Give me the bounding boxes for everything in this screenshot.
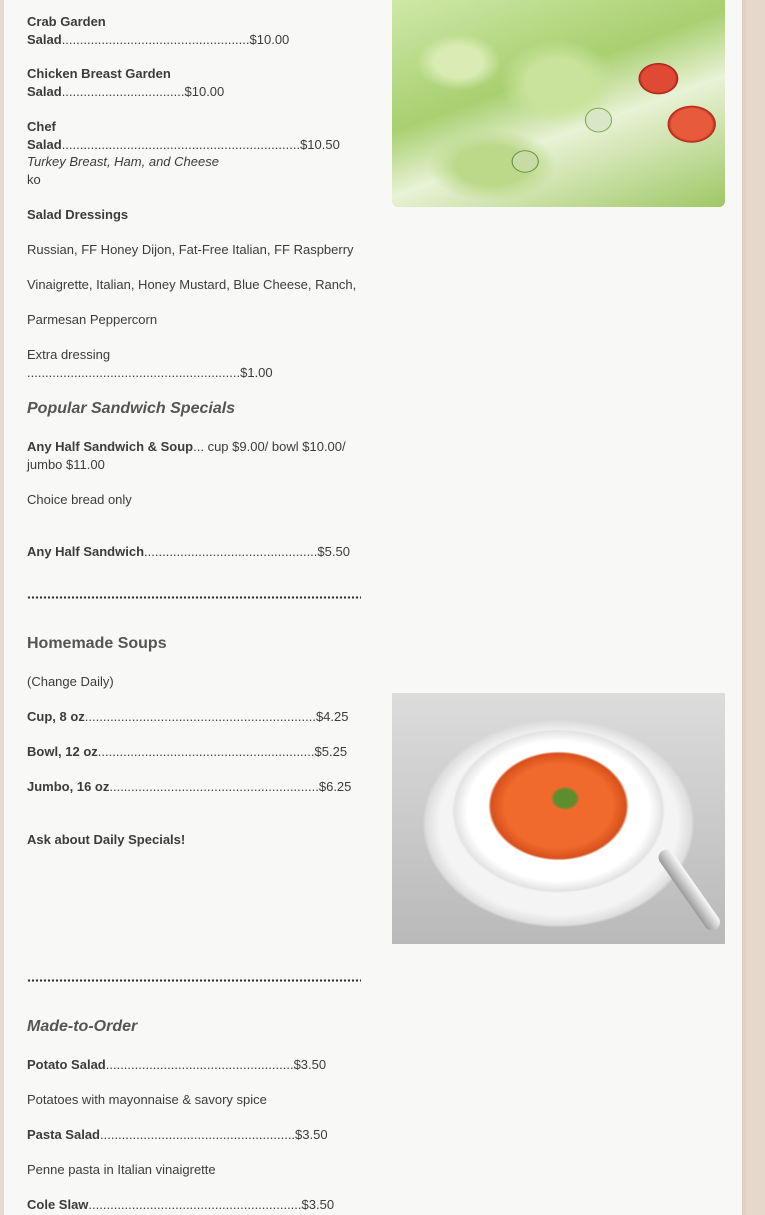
sandwich-heading: Popular Sandwich Specials [27, 400, 236, 417]
item-name: Cole Slaw [27, 1197, 89, 1212]
daily-specials-note: Ask about Daily Specials! [27, 832, 186, 847]
leader-dots: .................................................... [105, 1057, 294, 1072]
extra-dressing-price-line [27, 364, 365, 382]
menu-item [27, 778, 365, 796]
item-price: $10.00 [249, 31, 290, 47]
menu-item [27, 1056, 365, 1074]
leader-dots: .................................. [61, 83, 185, 99]
menu-item [27, 438, 365, 473]
menu-item [27, 65, 365, 100]
soups-heading: Homemade Soups [27, 635, 167, 652]
item-name: Pasta Salad [27, 1127, 100, 1142]
item-price: $6.25 [318, 779, 352, 794]
leader-dots: ................................................ [144, 544, 318, 559]
item-price: $3.50 [301, 1197, 335, 1212]
item-name: Potato Salad [27, 1057, 106, 1072]
spoon-shape [655, 846, 723, 933]
menu-item [27, 118, 365, 153]
leader-dots: ................................................................ [84, 709, 316, 724]
made-to-order-heading: Made-to-Order [27, 1018, 138, 1035]
leader-dots: ...................................................... [100, 1127, 296, 1142]
item-name: Cup, 8 oz [27, 709, 85, 724]
item-price: $4.25 [315, 709, 349, 724]
leader-dots: ............................................................ [97, 744, 315, 759]
item-price: $5.50 [317, 544, 350, 559]
leader-dots: .................................................................. [61, 136, 301, 152]
item-name: Crab Garden Salad [27, 14, 106, 47]
item-price: $5.25 [314, 744, 348, 759]
item-description: Turkey Breast, Ham, and Cheese [27, 154, 219, 169]
item-name: Jumbo, 16 oz [27, 779, 110, 794]
item-description: Potatoes with mayonnaise & savory spice [27, 1092, 267, 1107]
item-description: Penne pasta in Italian vinaigrette [27, 1162, 216, 1177]
salad-photo [392, 0, 725, 207]
item-price: $3.50 [293, 1057, 327, 1072]
leader-dots: .......................................................... [109, 779, 319, 794]
item-name: Any Half Sandwich [27, 544, 145, 559]
soup-photo [392, 693, 725, 944]
item-price: $3.50 [295, 1127, 328, 1142]
menu-item [27, 543, 365, 561]
item-price: $10.50 [300, 136, 340, 152]
menu-item [27, 13, 365, 48]
item-name: Chicken Breast Garden Salad [27, 66, 171, 99]
item-name: Any Half Sandwich & Soup [27, 439, 194, 454]
item-name: Bowl, 12 oz [27, 744, 98, 759]
item-note: ko [27, 172, 41, 187]
item-price: ... cup $9.00/ bowl $10.00/ jumbo $11.00 [27, 439, 346, 472]
dressings-line: Vinaigrette, Italian, Honey Mustard, Blue Cheese, Ranch, [27, 277, 357, 292]
page-content [4, 0, 742, 1215]
extra-dressing-label: Extra dressing [27, 347, 111, 362]
menu-item [27, 1196, 365, 1214]
dressings-line: Russian, FF Honey Dijon, Fat-Free Italian, FF Raspberry [27, 242, 354, 257]
dotted-divider [27, 979, 361, 982]
leader-dots: ........................................................... [88, 1197, 302, 1212]
menu-item [27, 743, 365, 761]
leader-dots: ........................................................... [27, 365, 241, 380]
item-name: Chef Salad [27, 119, 62, 152]
sandwich-note: Choice bread only [27, 492, 132, 507]
item-price: $10.00 [184, 83, 225, 99]
menu-item [27, 1126, 365, 1144]
leader-dots: .................................................... [61, 31, 250, 47]
dressings-heading: Salad Dressings [27, 207, 129, 222]
menu-item [27, 708, 365, 726]
dotted-divider [27, 596, 361, 599]
item-price: $1.00 [240, 365, 273, 380]
dressings-line: Parmesan Peppercorn [27, 312, 158, 327]
soups-note: (Change Daily) [27, 674, 114, 689]
